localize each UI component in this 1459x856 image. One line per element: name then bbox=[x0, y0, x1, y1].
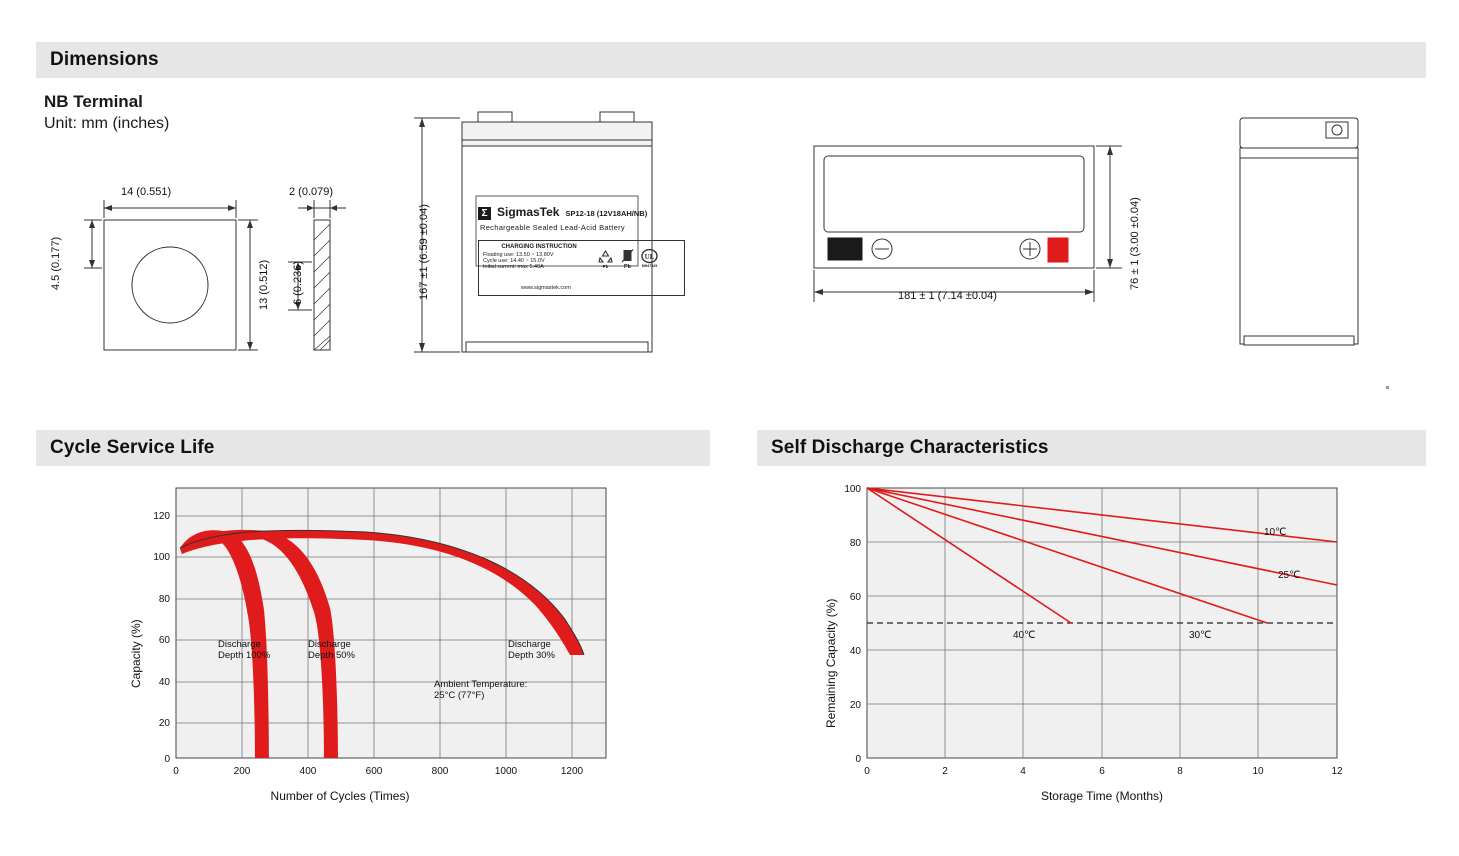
svg-text:6: 6 bbox=[1099, 766, 1105, 777]
battery-brand: SigmasTek bbox=[497, 205, 560, 219]
svg-text:40: 40 bbox=[158, 677, 170, 688]
svg-text:0: 0 bbox=[173, 766, 179, 777]
series-label-40c: 40℃ bbox=[1013, 630, 1036, 641]
series-label-30c: 30℃ bbox=[1189, 630, 1212, 641]
svg-text:40: 40 bbox=[849, 646, 861, 657]
annotation-depth-30-line1: Discharge bbox=[508, 639, 551, 650]
charging-line-3: Initial current: max 5.40A bbox=[483, 264, 544, 270]
svg-text:12: 12 bbox=[1331, 766, 1343, 777]
svg-text:80: 80 bbox=[158, 594, 170, 605]
section-header-cycle-service-life bbox=[36, 430, 710, 466]
no-trash-icon bbox=[621, 249, 634, 270]
svg-text:100: 100 bbox=[153, 552, 170, 563]
svg-text:0: 0 bbox=[164, 754, 170, 765]
section-header-dimensions bbox=[36, 42, 1426, 78]
annotation-depth-30-line2: Depth 30% bbox=[508, 650, 556, 661]
annotation-depth-50-line1: Discharge bbox=[308, 639, 351, 650]
battery-type: Rechargeable Sealed Lead-Acid Battery bbox=[480, 223, 625, 232]
svg-text:400: 400 bbox=[299, 766, 317, 777]
svg-text:60: 60 bbox=[158, 635, 170, 646]
svg-text:2: 2 bbox=[942, 766, 948, 777]
svg-text:120: 120 bbox=[153, 511, 170, 522]
svg-text:1200: 1200 bbox=[560, 766, 584, 777]
battery-website: www.sigmastek.com bbox=[521, 285, 571, 291]
sigmastek-logo-icon: Σ bbox=[478, 207, 491, 220]
svg-text:20: 20 bbox=[158, 718, 170, 729]
svg-text:200: 200 bbox=[233, 766, 251, 777]
annotation-depth-100-line1: Discharge bbox=[218, 639, 261, 650]
trash-pb-label: Pb bbox=[623, 264, 632, 270]
svg-text:8: 8 bbox=[1177, 766, 1183, 777]
nb-terminal-title: NB Terminal bbox=[44, 92, 143, 111]
ul-file-number: MH47929 bbox=[641, 264, 658, 268]
annotation-depth-100-line2: Depth 100% bbox=[218, 650, 271, 661]
section-title-cycle-service-life: Cycle Service Life bbox=[50, 437, 215, 458]
ul-icon bbox=[641, 249, 658, 268]
svg-text:60: 60 bbox=[849, 592, 861, 603]
svg-text:4: 4 bbox=[1020, 766, 1026, 777]
svg-text:0: 0 bbox=[855, 754, 861, 765]
battery-label bbox=[478, 205, 698, 296]
battery-model: SP12-18 (12V18AH/NB) bbox=[565, 209, 648, 218]
svg-text:10: 10 bbox=[1252, 766, 1264, 777]
dim-battery-height: 167 ±1 (6.59 ±0.04) bbox=[418, 204, 430, 300]
charging-line-2: Cycle use: 14.40 ~ 15.0V bbox=[483, 258, 545, 264]
cycle-service-life-chart bbox=[36, 478, 716, 818]
dim-battery-length: 181 ± 1 (7.14 ±0.04) bbox=[898, 290, 997, 302]
section-header-self-discharge bbox=[757, 430, 1426, 466]
self-discharge-chart bbox=[757, 478, 1427, 818]
annotation-ambient-line2: 25°C (77°F) bbox=[434, 690, 485, 701]
svg-text:80: 80 bbox=[849, 538, 861, 549]
svg-text:100: 100 bbox=[844, 484, 861, 495]
svg-text:UL: UL bbox=[644, 253, 655, 261]
svg-text:600: 600 bbox=[365, 766, 383, 777]
battery-side-view bbox=[1230, 112, 1400, 372]
section-title-dimensions: Dimensions bbox=[50, 49, 159, 70]
cycle-xlabel: Number of Cycles (Times) bbox=[270, 789, 410, 803]
charging-instruction-title: CHARGING INSTRUCTION bbox=[501, 244, 577, 250]
cycle-ylabel: Capacity (%) bbox=[129, 619, 143, 688]
dim-terminal-plate: 6 (0.236) bbox=[292, 260, 304, 305]
dim-terminal-thickness: 2 (0.079) bbox=[289, 186, 334, 198]
recycle-icon bbox=[597, 249, 614, 269]
dim-battery-width: 76 ± 1 (3.00 ±0.04) bbox=[1129, 197, 1141, 290]
charging-line-1: Floating use: 13.50 ~ 13.80V bbox=[483, 252, 554, 258]
dim-terminal-top-width: 14 (0.551) bbox=[121, 186, 172, 198]
svg-text:1000: 1000 bbox=[494, 766, 518, 777]
unit-label: Unit: mm (inches) bbox=[44, 115, 170, 132]
self-ylabel: Remaining Capacity (%) bbox=[824, 598, 838, 728]
series-label-10c: 10℃ bbox=[1264, 527, 1287, 538]
dim-terminal-right-height: 13 (0.512) bbox=[258, 259, 270, 310]
terminal-drawing bbox=[36, 170, 376, 380]
svg-text:20: 20 bbox=[849, 700, 861, 711]
svg-text:0: 0 bbox=[864, 766, 870, 777]
section-title-self-discharge: Self Discharge Characteristics bbox=[771, 437, 1049, 458]
annotation-depth-50-line2: Depth 50% bbox=[308, 650, 356, 661]
series-label-25c: 25℃ bbox=[1278, 570, 1301, 581]
recycle-pb-label: Pb bbox=[602, 264, 609, 269]
annotation-ambient-line1: Ambient Temperature: bbox=[434, 679, 528, 690]
dim-terminal-left-height: 4.5 (0.177) bbox=[50, 236, 62, 290]
page-dot-marker bbox=[1386, 386, 1389, 389]
self-xlabel: Storage Time (Months) bbox=[1040, 789, 1164, 803]
svg-text:800: 800 bbox=[431, 766, 449, 777]
